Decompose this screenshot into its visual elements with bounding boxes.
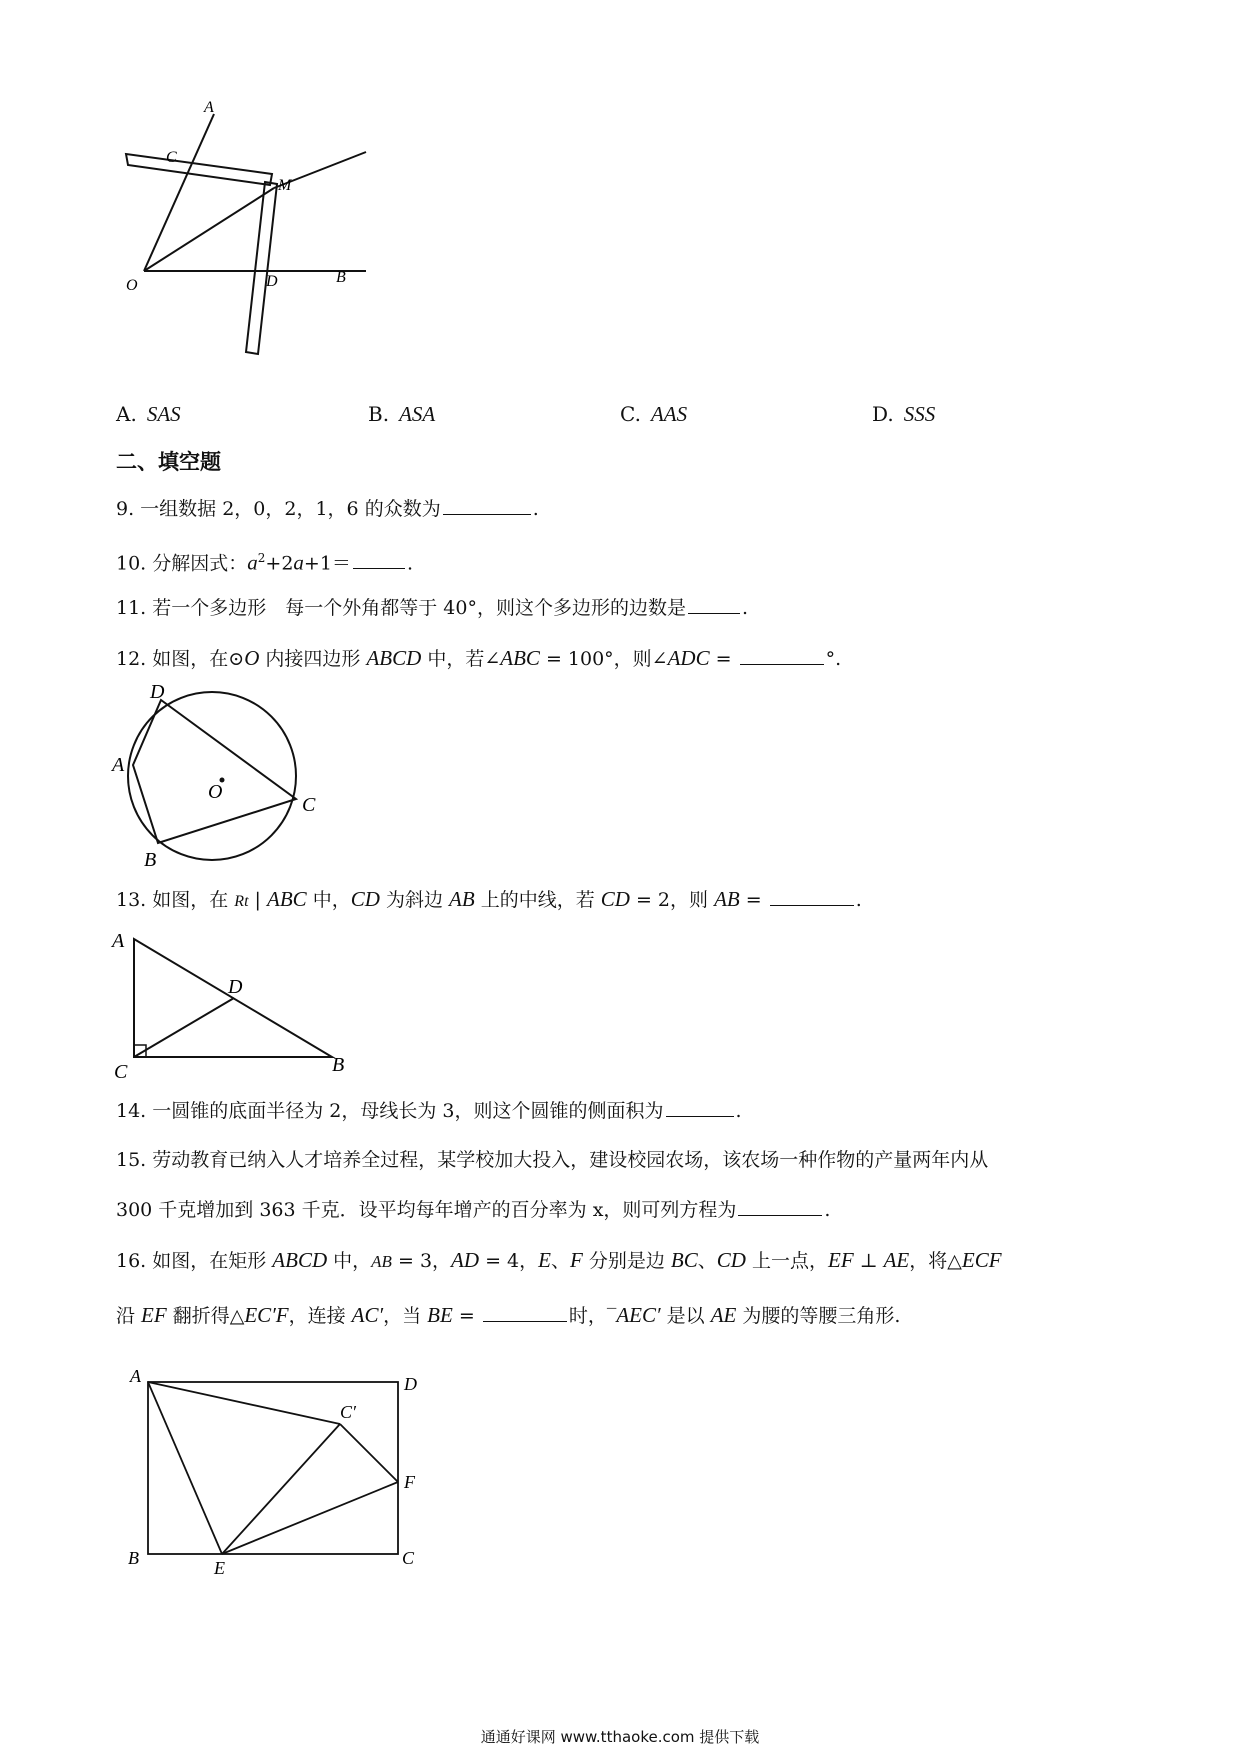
label-d: D bbox=[150, 681, 165, 703]
label-d: D bbox=[404, 1374, 417, 1394]
label-a: A bbox=[112, 754, 125, 776]
label-d: D bbox=[266, 273, 278, 290]
label-f: F bbox=[404, 1472, 415, 1492]
question-9: 9. 一组数据 2，0，2，1，6 的众数为 . bbox=[116, 498, 539, 520]
segment-e-c-prime bbox=[222, 1424, 340, 1554]
label-a: A bbox=[112, 930, 125, 952]
segment-ae bbox=[148, 1382, 222, 1554]
label-b: B bbox=[144, 849, 157, 871]
question-11: 11. 若一个多边形 每一个外角都等于 40°，则这个多边形的边数是 . bbox=[116, 597, 749, 619]
label-e: E bbox=[214, 1558, 225, 1578]
figure-inscribed-quadrilateral bbox=[110, 680, 330, 880]
answer-blank-13[interactable] bbox=[770, 887, 854, 906]
segment-ac-prime bbox=[148, 1382, 340, 1424]
label-m: M bbox=[278, 177, 292, 194]
answer-blank-16[interactable] bbox=[483, 1303, 567, 1322]
figure-angle-bisector bbox=[110, 100, 410, 370]
ray-oa bbox=[144, 114, 214, 271]
answer-blank-12[interactable] bbox=[740, 646, 824, 665]
answer-blank-11[interactable] bbox=[688, 595, 740, 614]
label-a: A bbox=[204, 100, 214, 116]
segment-c-prime-f bbox=[340, 1424, 398, 1482]
question-12: 12. 如图，在⊙O 内接四边形 ABCD 中，若∠ABC = 100°，则∠ADC = °. bbox=[116, 646, 842, 670]
question-15-line-1: 15. 劳动教育已纳入人才培养全过程，某学校加大投入，建设校园农场，该农场一种作物的产量两年内从 bbox=[116, 1149, 989, 1171]
question-14: 14. 一圆锥的底面半径为 2，母线长为 3，则这个圆锥的侧面积为 . bbox=[116, 1100, 742, 1122]
footer-source: 通通好课网 www.tthaoke.com 提供下载 bbox=[480, 1728, 760, 1746]
label-c: C bbox=[114, 1061, 128, 1083]
label-c: C bbox=[302, 794, 316, 816]
figure-rectangle-fold bbox=[110, 1360, 440, 1580]
label-b: B bbox=[332, 1054, 345, 1076]
question-15-line-2: 300 千克增加到 363 千克．设平均每年增产的百分率为 x，则可列方程为 . bbox=[116, 1199, 831, 1221]
median-cd bbox=[134, 998, 234, 1057]
figure-right-triangle bbox=[108, 925, 358, 1085]
segment-ef bbox=[222, 1482, 398, 1554]
option-b[interactable]: B. ASA bbox=[368, 402, 436, 426]
question-10: 10. 分解因式：$a^2+2a+1=$ . bbox=[116, 550, 413, 575]
option-d[interactable]: D. SSS bbox=[872, 402, 936, 426]
section-title: 二、填空题 bbox=[116, 450, 221, 474]
answer-blank-10[interactable] bbox=[353, 550, 405, 569]
label-c: C bbox=[166, 149, 177, 166]
ruler-horizontal bbox=[126, 154, 272, 185]
question-13: 13. 如图，在 Rt | ABC 中，CD 为斜边 AB 上的中线，若 CD = 2，则 AB = . bbox=[116, 887, 862, 911]
question-16-line-2: 沿 EF 翻折得△EC′F，连接 AC′，当 BE = 时，‾AEC′ 是以 AE 为腰的等腰三角形. bbox=[116, 1303, 901, 1327]
label-o: O bbox=[126, 277, 138, 294]
label-c: C bbox=[402, 1548, 415, 1568]
label-b: B bbox=[128, 1548, 139, 1568]
label-a: A bbox=[130, 1366, 141, 1386]
answer-blank-14[interactable] bbox=[666, 1098, 734, 1117]
question-16-line-1: 16. 如图，在矩形 ABCD 中，AB = 3，AD = 4，E、F 分别是边 BC、CD 上一点，EF ⊥ AE，将△ECF bbox=[116, 1248, 1002, 1272]
answer-blank-9[interactable] bbox=[443, 496, 531, 515]
ruler-vertical bbox=[246, 182, 277, 354]
option-c[interactable]: C. AAS bbox=[620, 402, 688, 426]
quadrilateral-abcd bbox=[133, 700, 296, 843]
answer-blank-15[interactable] bbox=[738, 1197, 822, 1216]
label-d: D bbox=[228, 976, 243, 998]
label-b: B bbox=[336, 269, 346, 286]
label-o: O bbox=[208, 781, 223, 803]
label-c-prime: C′ bbox=[340, 1402, 356, 1422]
option-a[interactable]: A. SAS bbox=[116, 402, 181, 426]
